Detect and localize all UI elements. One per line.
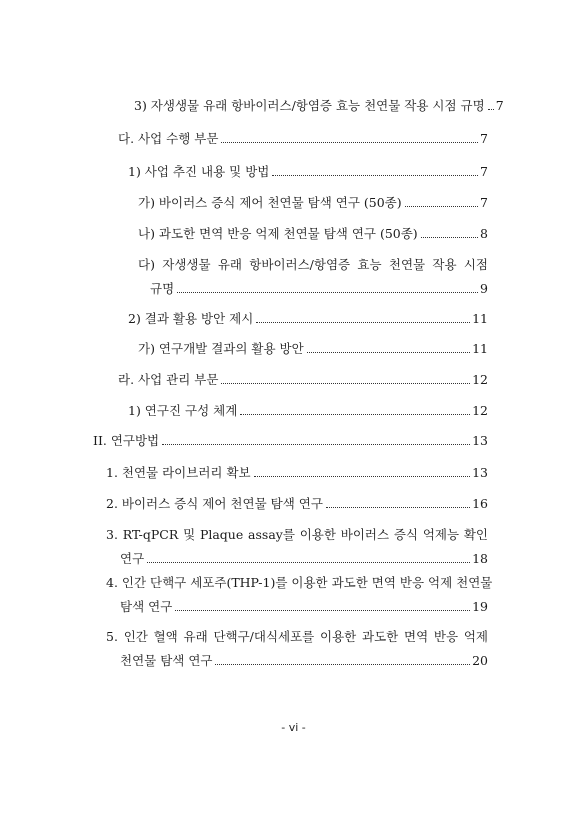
toc-entry-title-cont: 규명 bbox=[150, 281, 175, 296]
toc-entry-title: 3. RT-qPCR 및 Plaque assay를 이용한 바이러스 증식 억제능 확인 bbox=[106, 527, 488, 542]
toc-entry[interactable] bbox=[106, 629, 488, 668]
toc-entry[interactable] bbox=[93, 433, 488, 448]
toc-leader-dots bbox=[326, 507, 470, 508]
toc-entry-page: 19 bbox=[472, 599, 488, 614]
toc-entry-title: 가) 연구개발 결과의 활용 방안 bbox=[138, 341, 304, 356]
toc-leader-dots bbox=[147, 562, 470, 563]
toc-entry-title: 가) 바이러스 증식 제어 천연물 탐색 연구 (50종) bbox=[138, 195, 402, 210]
toc-leader-dots bbox=[272, 175, 478, 176]
toc-entry-page: 13 bbox=[472, 433, 488, 448]
toc-entry-page: 13 bbox=[472, 465, 488, 480]
toc-leader-dots bbox=[162, 444, 470, 445]
toc-entry[interactable] bbox=[106, 527, 488, 566]
toc-entry-title: 라. 사업 관리 부문 bbox=[118, 372, 219, 387]
toc-leader-dots bbox=[240, 414, 470, 415]
toc-entry-page: 8 bbox=[480, 226, 488, 241]
toc-entry-title: 2) 결과 활용 방안 제시 bbox=[128, 311, 254, 326]
toc-entry-page: 7 bbox=[480, 131, 488, 146]
toc-entry[interactable] bbox=[138, 341, 488, 356]
toc-entry-page: 12 bbox=[472, 372, 488, 387]
toc-leader-dots bbox=[307, 352, 470, 353]
toc-entry-title: 다) 자생생물 유래 항바이러스/항염증 효능 천연물 작용 시점 bbox=[138, 257, 488, 272]
toc-entry-page: 16 bbox=[472, 496, 488, 511]
toc-entry-page: 18 bbox=[472, 551, 488, 566]
toc-entry-page: 11 bbox=[472, 311, 488, 326]
toc-entry-title: 1) 연구진 구성 체계 bbox=[128, 403, 238, 418]
toc-entry-title-cont: 연구 bbox=[120, 551, 145, 566]
toc-entry-title-cont: 천연물 탐색 연구 bbox=[120, 653, 213, 668]
toc-leader-dots bbox=[488, 109, 494, 110]
toc-entry-title: 5. 인간 혈액 유래 단핵구/대식세포를 이용한 과도한 면역 반응 억제 bbox=[106, 629, 488, 644]
toc-entry-page: 20 bbox=[472, 653, 488, 668]
toc-entry-page: 9 bbox=[480, 281, 488, 296]
toc-entry-page: 7 bbox=[480, 164, 488, 179]
toc-entry[interactable] bbox=[118, 131, 488, 146]
toc-entry-page: 7 bbox=[480, 195, 488, 210]
toc-entry-title: 1) 사업 추진 내용 및 방법 bbox=[128, 164, 270, 179]
toc-entry[interactable] bbox=[138, 195, 488, 210]
toc-leader-dots bbox=[215, 664, 470, 665]
toc-leader-dots bbox=[175, 610, 470, 611]
toc-entry[interactable] bbox=[138, 257, 488, 296]
toc-entry[interactable] bbox=[134, 98, 504, 113]
toc-entry-title: 다. 사업 수행 부문 bbox=[118, 131, 219, 146]
toc-entry-title: 1. 천연물 라이브러리 확보 bbox=[106, 465, 251, 480]
toc-leader-dots bbox=[405, 206, 478, 207]
toc-entry-title-cont: 탐색 연구 bbox=[120, 599, 173, 614]
toc-leader-dots bbox=[221, 383, 470, 384]
toc-entry[interactable] bbox=[128, 311, 488, 326]
toc-entry-title: 3) 자생생물 유래 항바이러스/항염증 효능 천연물 작용 시점 규명 bbox=[134, 98, 485, 113]
toc-entry[interactable] bbox=[128, 403, 488, 418]
toc-entry[interactable] bbox=[106, 575, 493, 614]
toc-leader-dots bbox=[421, 237, 478, 238]
toc-entry-title: II. 연구방법 bbox=[93, 433, 160, 448]
toc-entry-title: 4. 인간 단핵구 세포주(THP-1)를 이용한 과도한 면역 반응 억제 천연물 bbox=[106, 575, 493, 590]
toc-leader-dots bbox=[254, 476, 470, 477]
toc-leader-dots bbox=[221, 142, 478, 143]
toc-entry[interactable] bbox=[128, 164, 488, 179]
page-number-footer: - vi - bbox=[281, 721, 306, 734]
toc-entry-page: 7 bbox=[495, 98, 504, 113]
toc-entry-title: 나) 과도한 면역 반응 억제 천연물 탐색 연구 (50종) bbox=[138, 226, 418, 241]
toc-entry-page: 11 bbox=[472, 341, 488, 356]
toc-leader-dots bbox=[177, 292, 478, 293]
toc-entry-page: 12 bbox=[472, 403, 488, 418]
toc-entry-title: 2. 바이러스 증식 제어 천연물 탐색 연구 bbox=[106, 496, 323, 511]
toc-entry[interactable] bbox=[106, 496, 488, 511]
toc-leader-dots bbox=[256, 322, 470, 323]
toc-entry[interactable] bbox=[138, 226, 488, 241]
toc-entry[interactable] bbox=[106, 465, 488, 480]
toc-entry[interactable] bbox=[118, 372, 488, 387]
